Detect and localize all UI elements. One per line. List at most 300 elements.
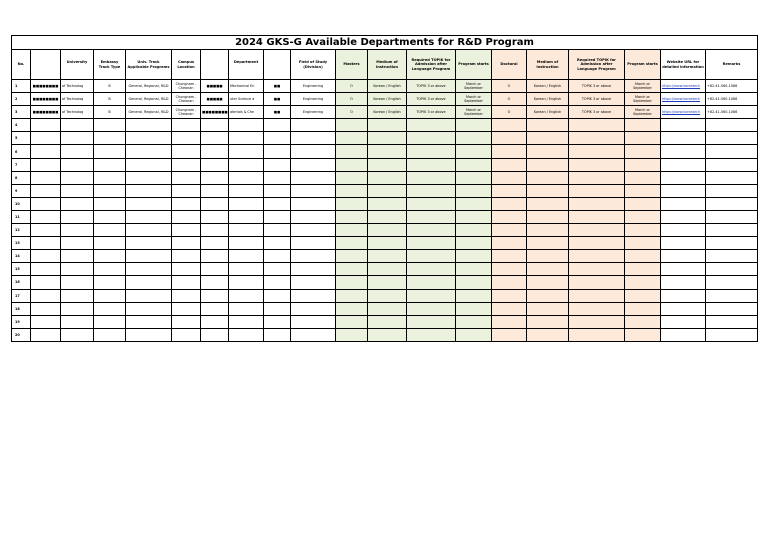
cell-medium-masters[interactable] bbox=[368, 250, 407, 263]
cell-univ-track[interactable] bbox=[126, 158, 172, 171]
cell-department[interactable]: uter Science a bbox=[229, 93, 264, 106]
header-field-of-study[interactable]: Field of Study (Division) bbox=[291, 50, 336, 80]
cell-department[interactable] bbox=[229, 250, 264, 263]
cell-department[interactable] bbox=[229, 171, 264, 184]
cell-korean-2[interactable] bbox=[201, 184, 229, 197]
cell-korean-1[interactable]: ■■■■■■■■ bbox=[31, 93, 61, 106]
cell-website-url[interactable] bbox=[661, 171, 706, 184]
cell-univ-track[interactable] bbox=[126, 210, 172, 223]
cell-starts-doctoral[interactable] bbox=[625, 184, 661, 197]
cell-doctoral[interactable] bbox=[492, 158, 527, 171]
cell-medium-doctoral[interactable] bbox=[527, 263, 569, 276]
cell-topik-masters[interactable] bbox=[407, 263, 456, 276]
cell-university[interactable] bbox=[61, 224, 94, 237]
cell-univ-track[interactable]: General, Regional, R&D bbox=[126, 106, 172, 119]
cell-korean-2[interactable]: ■■■■■ bbox=[201, 80, 229, 93]
cell-no[interactable]: 4 bbox=[12, 119, 31, 132]
cell-starts-doctoral[interactable] bbox=[625, 171, 661, 184]
cell-no[interactable]: 17 bbox=[12, 289, 31, 302]
cell-korean-3[interactable] bbox=[264, 158, 291, 171]
cell-korean-2[interactable] bbox=[201, 132, 229, 145]
cell-korean-3[interactable]: ■■ bbox=[264, 80, 291, 93]
header-remarks[interactable]: Remarks bbox=[706, 50, 758, 80]
cell-no[interactable]: 2 bbox=[12, 93, 31, 106]
cell-remarks[interactable] bbox=[706, 328, 758, 341]
cell-embassy-track[interactable] bbox=[94, 263, 126, 276]
cell-starts-doctoral[interactable]: March or September bbox=[625, 93, 661, 106]
cell-korean-1[interactable] bbox=[31, 171, 61, 184]
cell-univ-track[interactable] bbox=[126, 171, 172, 184]
cell-korean-2[interactable] bbox=[201, 145, 229, 158]
cell-masters[interactable] bbox=[336, 171, 368, 184]
cell-medium-doctoral[interactable] bbox=[527, 158, 569, 171]
cell-korean-2[interactable]: ■■■■■ bbox=[201, 93, 229, 106]
cell-korean-3[interactable] bbox=[264, 224, 291, 237]
cell-korean-3[interactable] bbox=[264, 289, 291, 302]
cell-no[interactable]: 12 bbox=[12, 224, 31, 237]
cell-univ-track[interactable] bbox=[126, 302, 172, 315]
cell-campus[interactable] bbox=[172, 145, 201, 158]
cell-korean-1[interactable] bbox=[31, 315, 61, 328]
cell-topik-masters[interactable] bbox=[407, 158, 456, 171]
cell-field[interactable]: Engineering bbox=[291, 80, 336, 93]
cell-department[interactable] bbox=[229, 315, 264, 328]
cell-masters[interactable] bbox=[336, 158, 368, 171]
cell-department[interactable]: aterials & Che bbox=[229, 106, 264, 119]
cell-medium-masters[interactable] bbox=[368, 145, 407, 158]
cell-masters[interactable] bbox=[336, 302, 368, 315]
cell-field[interactable] bbox=[291, 237, 336, 250]
cell-topik-doctoral[interactable] bbox=[569, 250, 625, 263]
cell-university[interactable] bbox=[61, 328, 94, 341]
cell-university[interactable] bbox=[61, 197, 94, 210]
cell-univ-track[interactable] bbox=[126, 250, 172, 263]
cell-medium-doctoral[interactable] bbox=[527, 302, 569, 315]
cell-embassy-track[interactable]: B bbox=[94, 80, 126, 93]
cell-field[interactable] bbox=[291, 276, 336, 289]
cell-starts-masters[interactable] bbox=[456, 250, 492, 263]
cell-remarks[interactable]: +82-41-560-1086 bbox=[706, 80, 758, 93]
cell-korean-3[interactable] bbox=[264, 171, 291, 184]
cell-website-url[interactable] bbox=[661, 250, 706, 263]
cell-topik-doctoral[interactable] bbox=[569, 145, 625, 158]
cell-university[interactable] bbox=[61, 302, 94, 315]
cell-starts-masters[interactable] bbox=[456, 197, 492, 210]
cell-starts-masters[interactable] bbox=[456, 302, 492, 315]
cell-starts-masters[interactable] bbox=[456, 171, 492, 184]
cell-starts-doctoral[interactable] bbox=[625, 263, 661, 276]
cell-doctoral[interactable] bbox=[492, 315, 527, 328]
cell-masters[interactable] bbox=[336, 210, 368, 223]
cell-medium-doctoral[interactable] bbox=[527, 328, 569, 341]
cell-website-url[interactable] bbox=[661, 197, 706, 210]
cell-topik-masters[interactable] bbox=[407, 132, 456, 145]
cell-topik-masters[interactable] bbox=[407, 197, 456, 210]
cell-campus[interactable] bbox=[172, 276, 201, 289]
cell-starts-doctoral[interactable] bbox=[625, 289, 661, 302]
cell-topik-doctoral[interactable] bbox=[569, 171, 625, 184]
header-campus-location[interactable]: Campus Location bbox=[172, 50, 201, 80]
cell-korean-2[interactable] bbox=[201, 302, 229, 315]
cell-medium-doctoral[interactable] bbox=[527, 237, 569, 250]
cell-no[interactable]: 18 bbox=[12, 302, 31, 315]
cell-embassy-track[interactable] bbox=[94, 119, 126, 132]
cell-department[interactable] bbox=[229, 328, 264, 341]
cell-topik-doctoral[interactable]: TOPIK 3 or above bbox=[569, 80, 625, 93]
cell-korean-2[interactable] bbox=[201, 119, 229, 132]
cell-univ-track[interactable] bbox=[126, 132, 172, 145]
header-doctoral[interactable]: Doctoral bbox=[492, 50, 527, 80]
cell-campus[interactable] bbox=[172, 171, 201, 184]
cell-univ-track[interactable] bbox=[126, 119, 172, 132]
cell-univ-track[interactable] bbox=[126, 289, 172, 302]
cell-department[interactable] bbox=[229, 210, 264, 223]
cell-doctoral[interactable]: O bbox=[492, 106, 527, 119]
cell-doctoral[interactable] bbox=[492, 132, 527, 145]
header-masters[interactable]: Masters bbox=[336, 50, 368, 80]
cell-department[interactable] bbox=[229, 197, 264, 210]
header-no[interactable]: No. bbox=[12, 50, 31, 80]
cell-campus[interactable] bbox=[172, 315, 201, 328]
header-program-starts-doctoral[interactable]: Program starts bbox=[625, 50, 661, 80]
cell-starts-doctoral[interactable] bbox=[625, 302, 661, 315]
cell-embassy-track[interactable] bbox=[94, 237, 126, 250]
cell-university[interactable] bbox=[61, 237, 94, 250]
cell-remarks[interactable] bbox=[706, 119, 758, 132]
cell-no[interactable]: 20 bbox=[12, 328, 31, 341]
cell-field[interactable] bbox=[291, 197, 336, 210]
cell-embassy-track[interactable] bbox=[94, 328, 126, 341]
cell-university[interactable] bbox=[61, 250, 94, 263]
cell-korean-2[interactable] bbox=[201, 237, 229, 250]
cell-korean-3[interactable]: ■■ bbox=[264, 106, 291, 119]
cell-medium-masters[interactable]: Korean / English bbox=[368, 106, 407, 119]
cell-univ-track[interactable] bbox=[126, 184, 172, 197]
cell-korean-1[interactable] bbox=[31, 302, 61, 315]
cell-no[interactable]: 15 bbox=[12, 263, 31, 276]
cell-starts-masters[interactable] bbox=[456, 210, 492, 223]
cell-department[interactable] bbox=[229, 237, 264, 250]
cell-university[interactable]: of Technolog bbox=[61, 80, 94, 93]
cell-korean-3[interactable] bbox=[264, 197, 291, 210]
cell-korean-3[interactable] bbox=[264, 210, 291, 223]
cell-doctoral[interactable] bbox=[492, 263, 527, 276]
cell-no[interactable]: 16 bbox=[12, 276, 31, 289]
cell-website-url[interactable] bbox=[661, 224, 706, 237]
cell-starts-masters[interactable] bbox=[456, 145, 492, 158]
cell-university[interactable] bbox=[61, 263, 94, 276]
cell-masters[interactable]: O bbox=[336, 93, 368, 106]
cell-medium-masters[interactable] bbox=[368, 132, 407, 145]
cell-korean-1[interactable] bbox=[31, 263, 61, 276]
cell-remarks[interactable] bbox=[706, 132, 758, 145]
cell-masters[interactable]: O bbox=[336, 80, 368, 93]
cell-embassy-track[interactable] bbox=[94, 276, 126, 289]
cell-doctoral[interactable] bbox=[492, 210, 527, 223]
header-website-url[interactable]: Website URL for detailed information bbox=[661, 50, 706, 80]
cell-department[interactable] bbox=[229, 289, 264, 302]
cell-no[interactable]: 10 bbox=[12, 197, 31, 210]
cell-topik-doctoral[interactable] bbox=[569, 328, 625, 341]
cell-remarks[interactable] bbox=[706, 276, 758, 289]
cell-starts-masters[interactable]: March or September bbox=[456, 93, 492, 106]
cell-university[interactable] bbox=[61, 315, 94, 328]
cell-doctoral[interactable] bbox=[492, 276, 527, 289]
cell-starts-masters[interactable]: March or September bbox=[456, 106, 492, 119]
cell-embassy-track[interactable] bbox=[94, 145, 126, 158]
cell-korean-3[interactable] bbox=[264, 145, 291, 158]
cell-university[interactable] bbox=[61, 276, 94, 289]
cell-department[interactable] bbox=[229, 145, 264, 158]
cell-masters[interactable] bbox=[336, 237, 368, 250]
cell-doctoral[interactable] bbox=[492, 119, 527, 132]
cell-masters[interactable] bbox=[336, 184, 368, 197]
cell-korean-1[interactable] bbox=[31, 145, 61, 158]
header-department[interactable]: Department bbox=[229, 50, 264, 80]
cell-korean-1[interactable] bbox=[31, 210, 61, 223]
cell-medium-doctoral[interactable] bbox=[527, 119, 569, 132]
cell-starts-masters[interactable] bbox=[456, 184, 492, 197]
cell-topik-masters[interactable] bbox=[407, 119, 456, 132]
cell-website-url[interactable] bbox=[661, 80, 706, 93]
cell-website-url[interactable] bbox=[661, 210, 706, 223]
cell-field[interactable] bbox=[291, 224, 336, 237]
cell-embassy-track[interactable] bbox=[94, 158, 126, 171]
cell-remarks[interactable] bbox=[706, 315, 758, 328]
cell-korean-2[interactable] bbox=[201, 171, 229, 184]
cell-remarks[interactable] bbox=[706, 302, 758, 315]
cell-univ-track[interactable] bbox=[126, 224, 172, 237]
cell-doctoral[interactable] bbox=[492, 197, 527, 210]
cell-field[interactable] bbox=[291, 302, 336, 315]
cell-univ-track[interactable] bbox=[126, 197, 172, 210]
cell-no[interactable]: 19 bbox=[12, 315, 31, 328]
cell-website-url[interactable] bbox=[661, 93, 706, 106]
cell-website-url[interactable] bbox=[661, 119, 706, 132]
cell-embassy-track[interactable] bbox=[94, 224, 126, 237]
cell-campus[interactable]: Chungnam - Cheonan bbox=[172, 93, 201, 106]
cell-website-url[interactable] bbox=[661, 289, 706, 302]
cell-korean-3[interactable] bbox=[264, 328, 291, 341]
cell-starts-doctoral[interactable] bbox=[625, 224, 661, 237]
cell-campus[interactable] bbox=[172, 184, 201, 197]
cell-masters[interactable] bbox=[336, 250, 368, 263]
cell-starts-masters[interactable] bbox=[456, 315, 492, 328]
cell-univ-track[interactable]: General, Regional, R&D bbox=[126, 93, 172, 106]
cell-embassy-track[interactable] bbox=[94, 210, 126, 223]
cell-doctoral[interactable] bbox=[492, 289, 527, 302]
cell-topik-doctoral[interactable] bbox=[569, 276, 625, 289]
cell-no[interactable]: 14 bbox=[12, 250, 31, 263]
header-medium-masters[interactable]: Medium of Instruction bbox=[368, 50, 407, 80]
cell-department[interactable] bbox=[229, 132, 264, 145]
cell-topik-doctoral[interactable]: TOPIK 3 or above bbox=[569, 93, 625, 106]
cell-field[interactable] bbox=[291, 210, 336, 223]
cell-doctoral[interactable]: O bbox=[492, 93, 527, 106]
cell-no[interactable]: 5 bbox=[12, 132, 31, 145]
cell-remarks[interactable] bbox=[706, 158, 758, 171]
cell-medium-masters[interactable] bbox=[368, 328, 407, 341]
cell-embassy-track[interactable] bbox=[94, 315, 126, 328]
cell-department[interactable] bbox=[229, 224, 264, 237]
cell-masters[interactable] bbox=[336, 145, 368, 158]
cell-doctoral[interactable] bbox=[492, 184, 527, 197]
cell-no[interactable]: 8 bbox=[12, 171, 31, 184]
cell-department[interactable] bbox=[229, 263, 264, 276]
cell-doctoral[interactable] bbox=[492, 328, 527, 341]
cell-topik-doctoral[interactable] bbox=[569, 263, 625, 276]
cell-remarks[interactable] bbox=[706, 197, 758, 210]
cell-embassy-track[interactable] bbox=[94, 250, 126, 263]
header-university[interactable]: University bbox=[61, 50, 94, 80]
cell-no[interactable]: 6 bbox=[12, 145, 31, 158]
cell-topik-masters[interactable] bbox=[407, 171, 456, 184]
cell-no[interactable]: 13 bbox=[12, 237, 31, 250]
cell-remarks[interactable] bbox=[706, 289, 758, 302]
cell-topik-doctoral[interactable] bbox=[569, 132, 625, 145]
cell-korean-2[interactable]: ■■■■■■■■ bbox=[201, 106, 229, 119]
cell-univ-track[interactable] bbox=[126, 315, 172, 328]
cell-remarks[interactable]: +82-41-560-1086 bbox=[706, 106, 758, 119]
cell-medium-doctoral[interactable] bbox=[527, 289, 569, 302]
cell-starts-masters[interactable] bbox=[456, 289, 492, 302]
cell-website-url[interactable] bbox=[661, 184, 706, 197]
cell-masters[interactable] bbox=[336, 315, 368, 328]
cell-korean-1[interactable] bbox=[31, 289, 61, 302]
cell-field[interactable] bbox=[291, 184, 336, 197]
cell-masters[interactable] bbox=[336, 119, 368, 132]
cell-doctoral[interactable] bbox=[492, 224, 527, 237]
cell-korean-2[interactable] bbox=[201, 197, 229, 210]
cell-topik-doctoral[interactable] bbox=[569, 289, 625, 302]
cell-topik-doctoral[interactable]: TOPIK 3 or above bbox=[569, 106, 625, 119]
cell-korean-2[interactable] bbox=[201, 263, 229, 276]
cell-website-url[interactable] bbox=[661, 315, 706, 328]
cell-korean-1[interactable] bbox=[31, 119, 61, 132]
cell-topik-masters[interactable]: TOPIK 3 or above bbox=[407, 80, 456, 93]
cell-medium-doctoral[interactable] bbox=[527, 224, 569, 237]
cell-medium-doctoral[interactable] bbox=[527, 210, 569, 223]
sheet-title[interactable]: 2024 GKS-G Available Departments for R&D Program bbox=[12, 36, 758, 50]
cell-starts-doctoral[interactable] bbox=[625, 132, 661, 145]
cell-campus[interactable] bbox=[172, 263, 201, 276]
cell-topik-doctoral[interactable] bbox=[569, 315, 625, 328]
cell-embassy-track[interactable] bbox=[94, 184, 126, 197]
cell-starts-masters[interactable] bbox=[456, 263, 492, 276]
cell-website-url[interactable] bbox=[661, 106, 706, 119]
cell-remarks[interactable]: +82-41-560-1086 bbox=[706, 93, 758, 106]
cell-medium-doctoral[interactable]: Korean / English bbox=[527, 93, 569, 106]
cell-medium-doctoral[interactable]: Korean / English bbox=[527, 80, 569, 93]
cell-masters[interactable] bbox=[336, 224, 368, 237]
cell-field[interactable] bbox=[291, 158, 336, 171]
cell-masters[interactable] bbox=[336, 197, 368, 210]
cell-university[interactable] bbox=[61, 184, 94, 197]
cell-campus[interactable] bbox=[172, 250, 201, 263]
cell-medium-doctoral[interactable] bbox=[527, 171, 569, 184]
cell-field[interactable] bbox=[291, 315, 336, 328]
cell-remarks[interactable] bbox=[706, 210, 758, 223]
cell-korean-2[interactable] bbox=[201, 276, 229, 289]
cell-remarks[interactable] bbox=[706, 237, 758, 250]
cell-campus[interactable] bbox=[172, 224, 201, 237]
cell-field[interactable] bbox=[291, 328, 336, 341]
cell-korean-1[interactable] bbox=[31, 328, 61, 341]
cell-department[interactable] bbox=[229, 184, 264, 197]
website-link[interactable]: https://www.koreatech bbox=[662, 110, 701, 115]
cell-korean-2[interactable] bbox=[201, 250, 229, 263]
cell-korean-3[interactable] bbox=[264, 302, 291, 315]
cell-medium-masters[interactable] bbox=[368, 237, 407, 250]
cell-remarks[interactable] bbox=[706, 171, 758, 184]
cell-university[interactable]: of Technolog bbox=[61, 93, 94, 106]
cell-website-url[interactable] bbox=[661, 276, 706, 289]
cell-topik-masters[interactable] bbox=[407, 276, 456, 289]
cell-field[interactable] bbox=[291, 132, 336, 145]
cell-department[interactable]: Mechanical En bbox=[229, 80, 264, 93]
cell-starts-doctoral[interactable] bbox=[625, 210, 661, 223]
cell-website-url[interactable] bbox=[661, 263, 706, 276]
cell-korean-3[interactable] bbox=[264, 250, 291, 263]
cell-korean-2[interactable] bbox=[201, 224, 229, 237]
cell-embassy-track[interactable]: B bbox=[94, 93, 126, 106]
cell-korean-1[interactable] bbox=[31, 158, 61, 171]
cell-korean-3[interactable] bbox=[264, 237, 291, 250]
cell-campus[interactable] bbox=[172, 158, 201, 171]
cell-korean-1[interactable] bbox=[31, 132, 61, 145]
cell-doctoral[interactable] bbox=[492, 302, 527, 315]
cell-univ-track[interactable] bbox=[126, 328, 172, 341]
cell-korean-1[interactable] bbox=[31, 276, 61, 289]
header-topik-doctoral[interactable]: Required TOPIK for Admission after Language Program bbox=[569, 50, 625, 80]
cell-doctoral[interactable] bbox=[492, 171, 527, 184]
cell-medium-doctoral[interactable] bbox=[527, 315, 569, 328]
cell-doctoral[interactable] bbox=[492, 250, 527, 263]
cell-website-url[interactable] bbox=[661, 302, 706, 315]
cell-medium-masters[interactable] bbox=[368, 302, 407, 315]
cell-topik-masters[interactable] bbox=[407, 315, 456, 328]
cell-starts-doctoral[interactable] bbox=[625, 119, 661, 132]
cell-campus[interactable] bbox=[172, 132, 201, 145]
cell-campus[interactable] bbox=[172, 289, 201, 302]
cell-topik-doctoral[interactable] bbox=[569, 224, 625, 237]
cell-campus[interactable] bbox=[172, 328, 201, 341]
cell-masters[interactable] bbox=[336, 289, 368, 302]
cell-department[interactable] bbox=[229, 302, 264, 315]
cell-field[interactable]: Engineering bbox=[291, 106, 336, 119]
cell-website-url[interactable] bbox=[661, 158, 706, 171]
cell-medium-doctoral[interactable]: Korean / English bbox=[527, 106, 569, 119]
cell-korean-1[interactable] bbox=[31, 197, 61, 210]
cell-topik-masters[interactable] bbox=[407, 302, 456, 315]
cell-univ-track[interactable] bbox=[126, 263, 172, 276]
header-korean-3[interactable] bbox=[264, 50, 291, 80]
cell-website-url[interactable] bbox=[661, 145, 706, 158]
cell-korean-3[interactable] bbox=[264, 315, 291, 328]
cell-starts-masters[interactable] bbox=[456, 158, 492, 171]
header-embassy-track-type[interactable]: Embassy Track Type bbox=[94, 50, 126, 80]
cell-medium-masters[interactable] bbox=[368, 289, 407, 302]
cell-embassy-track[interactable]: B bbox=[94, 106, 126, 119]
cell-korean-3[interactable] bbox=[264, 263, 291, 276]
cell-korean-2[interactable] bbox=[201, 158, 229, 171]
cell-medium-doctoral[interactable] bbox=[527, 132, 569, 145]
cell-remarks[interactable] bbox=[706, 224, 758, 237]
header-korean-1[interactable] bbox=[31, 50, 61, 80]
cell-university[interactable] bbox=[61, 171, 94, 184]
cell-campus[interactable] bbox=[172, 119, 201, 132]
cell-topik-masters[interactable] bbox=[407, 250, 456, 263]
